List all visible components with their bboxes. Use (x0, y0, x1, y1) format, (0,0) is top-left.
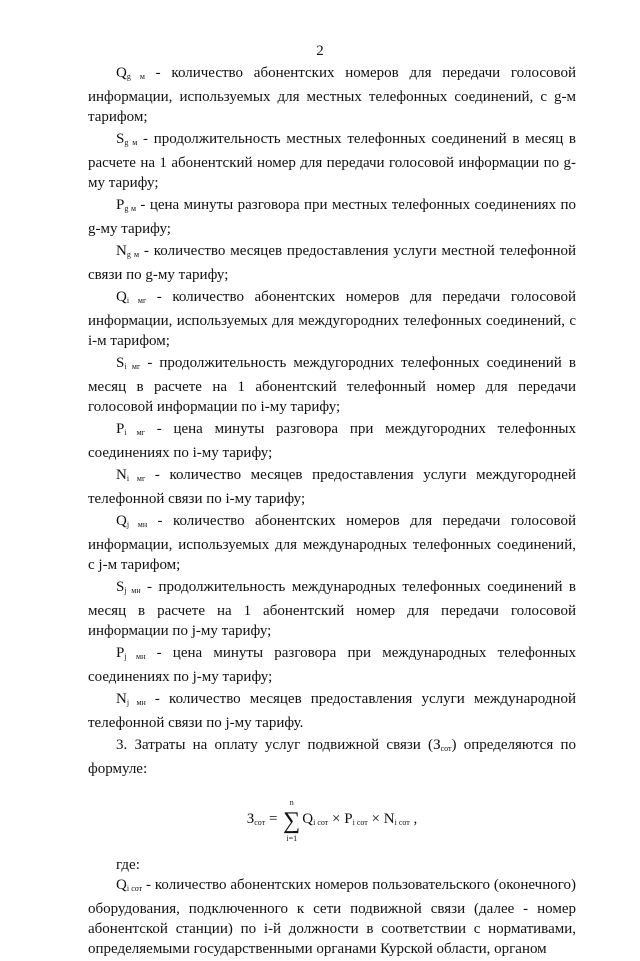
variable-symbol: $Q_{j мн}$ (116, 513, 148, 529)
page-number: 2 (316, 43, 324, 59)
definition-text: - количество месяцев предоставления услуги международной телефонной связи по j-му тарифу. (88, 691, 576, 731)
definition-text: - количество абонентских номеров для передачи голосовой информации, используемых для местных телефонных соединений, с g-м тарифом; (88, 65, 577, 125)
definition-item (88, 465, 576, 509)
where-label: где: (116, 857, 140, 873)
variable-symbol: $N_{i мг}$ (116, 467, 146, 483)
variable-symbol: $Q_{i мг}$ (116, 289, 147, 305)
variable-symbol: $P_{j мн}$ (116, 645, 146, 661)
variable-symbol: $P_{g м}$ (116, 197, 137, 213)
definition-item (88, 353, 576, 417)
variable-symbol: $S_{i мг}$ (116, 355, 141, 371)
definition-item (88, 63, 576, 127)
definition-text: - количество абонентских номеров для передачи голосовой информации, используемых для международных телефонных соединений, с j-м тарифом; (88, 513, 576, 573)
definition-text: - продолжительность местных телефонных соединений в месяц в расчете на 1 абонентский номер для передачи голосовой информации по g-му тарифу; (88, 131, 577, 191)
definition-item (88, 129, 576, 193)
variable-symbol: $Q_{i сот}$ (116, 877, 143, 893)
definition-text: - продолжительность международных телефонных соединений в месяц в расчете на 1 абонентский номер для передачи голосовой информации по j-му тарифу; (88, 579, 576, 639)
definition-text: - количество абонентских номеров для передачи голосовой информации, используемых для междугородних телефонных соединений, с i-м тарифом; (88, 289, 576, 349)
sum-symbol: ∑ n i=1 (283, 798, 301, 843)
definition-text: - цена минуты разговора при международных телефонных соединениях по j-му тарифу; (88, 645, 576, 685)
variable-symbol: $Q_{g м}$ (116, 65, 145, 81)
variable-symbol: $N_{g м}$ (116, 243, 140, 259)
definition-text: - количество месяцев предоставления услуги местной телефонной связи по g-му тарифу; (88, 243, 577, 283)
definition-item (88, 419, 576, 463)
definition-item (88, 287, 576, 351)
definition-item (88, 875, 576, 959)
variable-symbol: $P_{i мг}$ (116, 421, 145, 437)
definition-text: - количество месяцев предоставления услуги междугородней телефонной связи по i-му тарифу; (88, 467, 576, 507)
variable-symbol: $N_{j мн}$ (116, 691, 146, 707)
definition-item (88, 577, 576, 641)
definition-item (88, 511, 576, 575)
definition-item (88, 195, 576, 239)
definition-text: - цена минуты разговора при междугородних телефонных соединениях по i-му тарифу; (88, 421, 576, 461)
definition-text: - цена минуты разговора при местных телефонных соединениях по g-му тарифу; (88, 197, 576, 237)
definition-text: - количество абонентских номеров пользовательского (оконечного) оборудования, подключенного к сети подвижной связи (далее - номер абонентской станции) по i-й должности в соответствии с нормативами, определяемыми государственными органами Курской области, органом (88, 877, 576, 957)
definition-text: - продолжительность междугородних телефонных соединений в месяц в расчете на 1 абонентский телефонный номер для передачи голосовой информации по i-му тарифу; (88, 355, 576, 415)
formula: $З_{сот}$ = ∑ n i=1 $Q_{i сот} \times P_{i сот} \times N_{i сот}$ , (246, 798, 418, 843)
definition-item (88, 643, 576, 687)
variable-symbol: $З_{сот}$ (433, 737, 452, 753)
document-body (88, 63, 576, 961)
definition-item (88, 241, 576, 285)
section-3-paragraph: 3. Затраты на оплату услуг подвижной связи $(З_{сот})$ определяются по формуле: (88, 737, 576, 777)
variable-symbol: $S_{g м}$ (116, 131, 138, 147)
definition-item (88, 689, 576, 733)
variable-symbol: $S_{j мн}$ (116, 579, 141, 595)
